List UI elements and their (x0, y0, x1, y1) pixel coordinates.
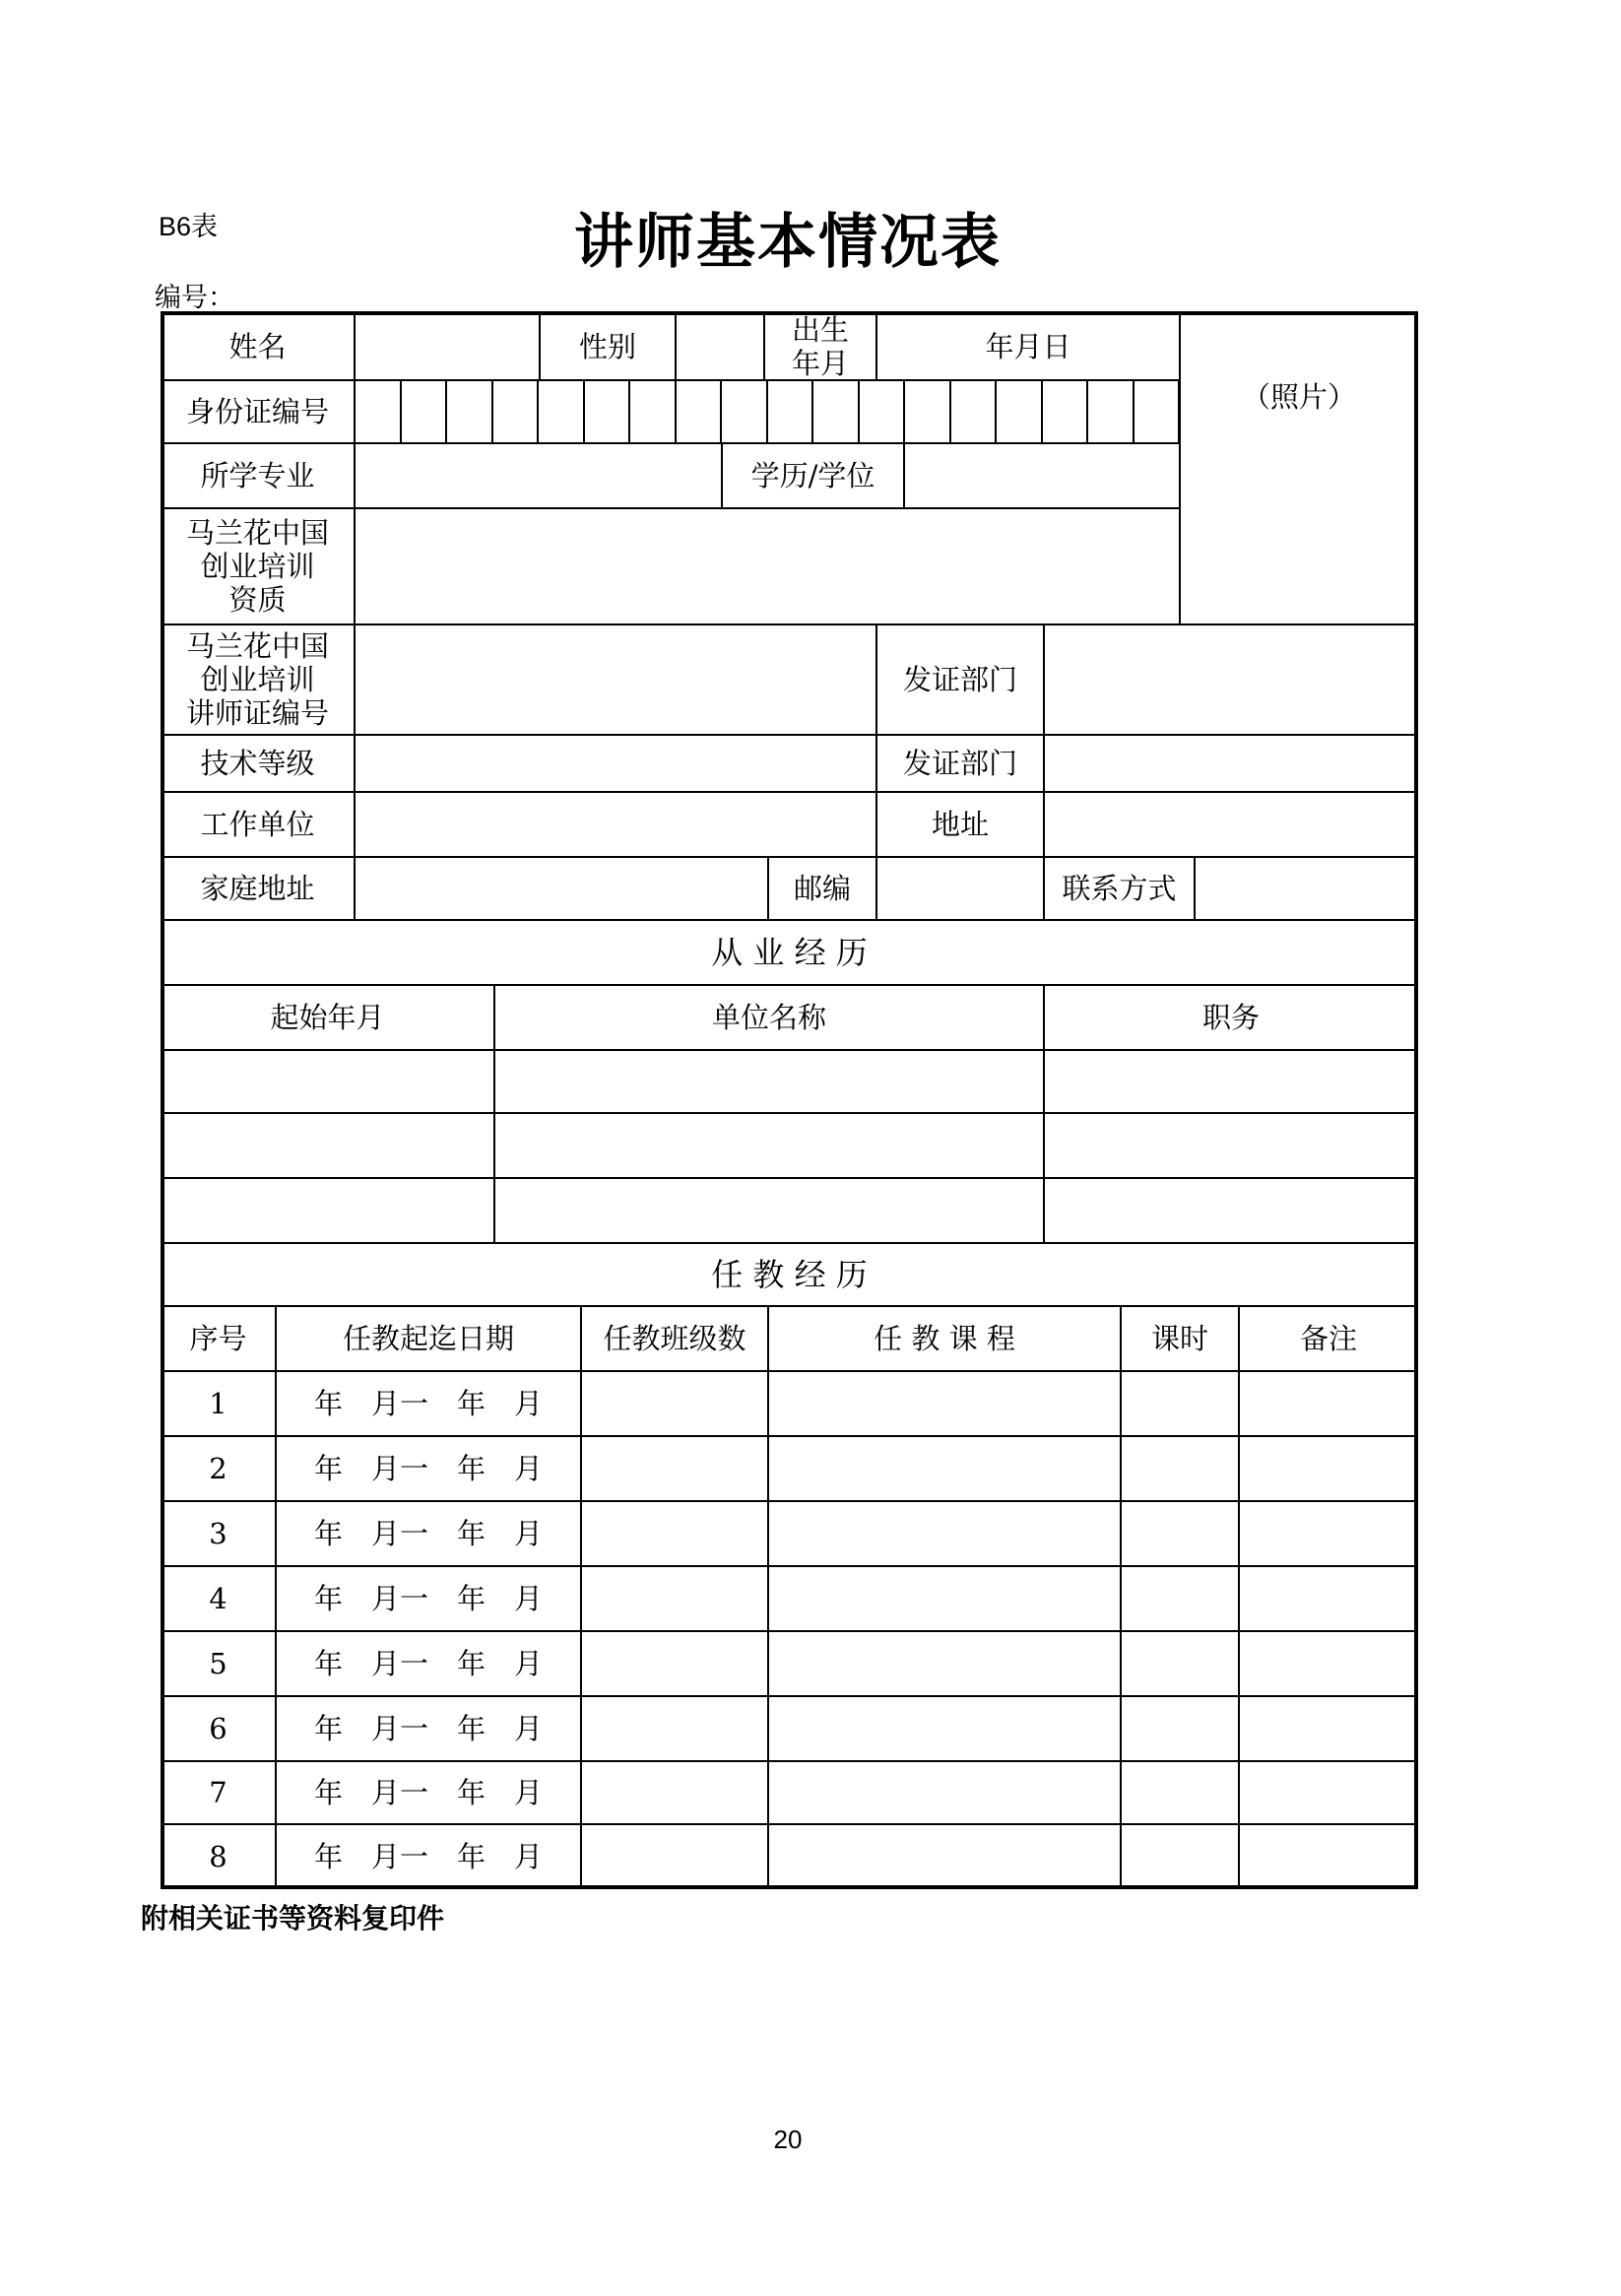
teaching-history-cell[interactable] (1239, 1631, 1418, 1696)
grid-line (537, 380, 539, 443)
teaching-period[interactable]: 年 月一 年 月 (313, 1840, 543, 1873)
cert-no-value[interactable] (355, 624, 876, 735)
work-history-cell[interactable] (1044, 1050, 1418, 1113)
employer-label: 工作单位 (200, 808, 315, 841)
form-code: B6表 (159, 212, 219, 241)
work-history-header: 职务 (1201, 1001, 1260, 1034)
teaching-history-cell[interactable] (768, 1696, 1121, 1761)
work-history-header: 起始年月 (270, 1001, 385, 1034)
teaching-history-cell[interactable] (581, 1824, 768, 1889)
issuer-label-1: 发证部门 (902, 663, 1017, 696)
serial-label: 编号： (155, 283, 234, 313)
name-label: 姓名 (228, 330, 287, 363)
teaching-history-cell[interactable] (1121, 1371, 1239, 1436)
major-label: 所学专业 (200, 459, 315, 492)
teaching-history-title: 任 教 经 历 (711, 1256, 868, 1293)
teaching-history-cell[interactable] (581, 1631, 768, 1696)
work-history-cell[interactable] (161, 1178, 494, 1243)
teaching-history-header: 任 教 课 程 (874, 1322, 1015, 1355)
teaching-history-cell[interactable] (581, 1436, 768, 1501)
gender-label: 性别 (578, 330, 636, 363)
row-number: 4 (209, 1582, 227, 1615)
grid-line (675, 380, 677, 443)
work-history-header: 单位名称 (711, 1001, 826, 1034)
teaching-history-cell[interactable] (768, 1824, 1121, 1889)
teaching-history-cell[interactable] (1239, 1371, 1418, 1436)
degree-label: 学历/学位 (750, 459, 875, 492)
major-value[interactable] (355, 443, 722, 508)
issuer-label-2: 发证部门 (902, 747, 1017, 780)
birth-label: 出生 年月 (791, 313, 849, 380)
teaching-history-cell[interactable] (1239, 1761, 1418, 1824)
grid-line (903, 380, 905, 443)
teaching-history-header: 任教班级数 (603, 1322, 746, 1355)
work-history-cell[interactable] (494, 1178, 1044, 1243)
grid-line (628, 380, 630, 443)
page-title: 讲师基本情况表 (574, 208, 1002, 277)
postcode-value[interactable] (876, 857, 1044, 920)
row-number: 2 (209, 1452, 227, 1485)
birth-value[interactable]: 年月日 (985, 330, 1071, 363)
work-history-cell[interactable] (1044, 1178, 1418, 1243)
teaching-history-cell[interactable] (581, 1761, 768, 1824)
teaching-history-cell[interactable] (768, 1631, 1121, 1696)
contact-label: 联系方式 (1062, 872, 1177, 905)
footnote: 附相关证书等资料复印件 (141, 1902, 445, 1935)
teaching-history-header: 序号 (189, 1322, 247, 1355)
row-number: 3 (209, 1517, 227, 1550)
grid-line (720, 380, 722, 443)
teaching-history-cell[interactable] (768, 1501, 1121, 1566)
work-history-cell[interactable] (161, 1050, 494, 1113)
grid-line (491, 380, 493, 443)
teaching-history-cell[interactable] (1121, 1501, 1239, 1566)
teaching-history-cell[interactable] (768, 1436, 1121, 1501)
teaching-history-cell[interactable] (1121, 1824, 1239, 1889)
work-history-cell[interactable] (494, 1113, 1044, 1178)
teaching-history-cell[interactable] (1121, 1761, 1239, 1824)
teaching-history-cell[interactable] (1239, 1501, 1418, 1566)
teaching-history-cell[interactable] (1121, 1631, 1239, 1696)
grid-line (445, 380, 447, 443)
teaching-history-cell[interactable] (1239, 1436, 1418, 1501)
teaching-history-header: 课时 (1150, 1322, 1208, 1355)
row-number: 1 (209, 1387, 227, 1420)
teaching-history-cell[interactable] (768, 1371, 1121, 1436)
issuer-value-2[interactable] (1044, 735, 1418, 792)
address-value[interactable] (1044, 792, 1418, 857)
teaching-period[interactable]: 年 月一 年 月 (313, 1387, 543, 1420)
grid-line (1133, 380, 1135, 443)
teaching-history-cell[interactable] (1239, 1566, 1418, 1631)
grid-line (949, 380, 951, 443)
name-value[interactable] (355, 313, 540, 380)
work-history-cell[interactable] (1044, 1113, 1418, 1178)
address-label: 地址 (931, 808, 989, 841)
qualification-label: 马兰花中国 创业培训 资质 (185, 516, 329, 617)
degree-value[interactable] (904, 443, 1180, 508)
work-history-cell[interactable] (494, 1050, 1044, 1113)
page-number: 20 (773, 2125, 803, 2154)
teaching-history-cell[interactable] (1121, 1436, 1239, 1501)
grid-line (811, 380, 813, 443)
teaching-period[interactable]: 年 月一 年 月 (313, 1517, 543, 1550)
teaching-history-cell[interactable] (581, 1566, 768, 1631)
id-label: 身份证编号 (185, 395, 329, 428)
photo-placeholder: （照片） (1241, 380, 1356, 414)
teaching-history-cell[interactable] (1239, 1696, 1418, 1761)
qualification-value[interactable] (355, 508, 1180, 624)
teaching-period[interactable]: 年 月一 年 月 (313, 1452, 543, 1485)
grid-line (1086, 380, 1088, 443)
teaching-history-cell[interactable] (581, 1371, 768, 1436)
gender-value[interactable] (676, 313, 764, 380)
grid-line (583, 380, 585, 443)
grid-line (858, 380, 860, 443)
row-number: 6 (209, 1712, 227, 1745)
grid-line (1041, 380, 1043, 443)
cert-no-label: 马兰花中国 创业培训 讲师证编号 (185, 629, 329, 730)
work-history-cell[interactable] (161, 1113, 494, 1178)
teaching-history-cell[interactable] (1239, 1824, 1418, 1889)
employer-value[interactable] (355, 792, 876, 857)
teaching-period[interactable]: 年 月一 年 月 (313, 1582, 543, 1615)
teaching-history-cell[interactable] (768, 1761, 1121, 1824)
work-history-title: 从 业 经 历 (711, 934, 868, 971)
teaching-history-header: 备注 (1299, 1322, 1357, 1355)
row-number: 7 (209, 1776, 227, 1809)
row-number: 8 (209, 1840, 227, 1873)
grid-line (400, 380, 402, 443)
contact-value[interactable] (1195, 857, 1418, 920)
teaching-history-cell[interactable] (1121, 1566, 1239, 1631)
teaching-period[interactable]: 年 月一 年 月 (313, 1712, 543, 1745)
teaching-history-header: 任教起迄日期 (342, 1322, 514, 1355)
postcode-label: 邮编 (793, 872, 851, 905)
teaching-period[interactable]: 年 月一 年 月 (313, 1776, 543, 1809)
tech-level-value[interactable] (355, 735, 876, 792)
row-number: 5 (209, 1647, 227, 1680)
teaching-history-cell[interactable] (768, 1566, 1121, 1631)
issuer-value-1[interactable] (1044, 624, 1418, 735)
teaching-history-cell[interactable] (1121, 1696, 1239, 1761)
tech-level-label: 技术等级 (200, 747, 315, 780)
grid-line (995, 380, 997, 443)
teaching-history-cell[interactable] (581, 1501, 768, 1566)
home-address-label: 家庭地址 (200, 872, 315, 905)
grid-line (766, 380, 768, 443)
home-address-value[interactable] (355, 857, 768, 920)
teaching-history-cell[interactable] (581, 1696, 768, 1761)
teaching-period[interactable]: 年 月一 年 月 (313, 1647, 543, 1680)
